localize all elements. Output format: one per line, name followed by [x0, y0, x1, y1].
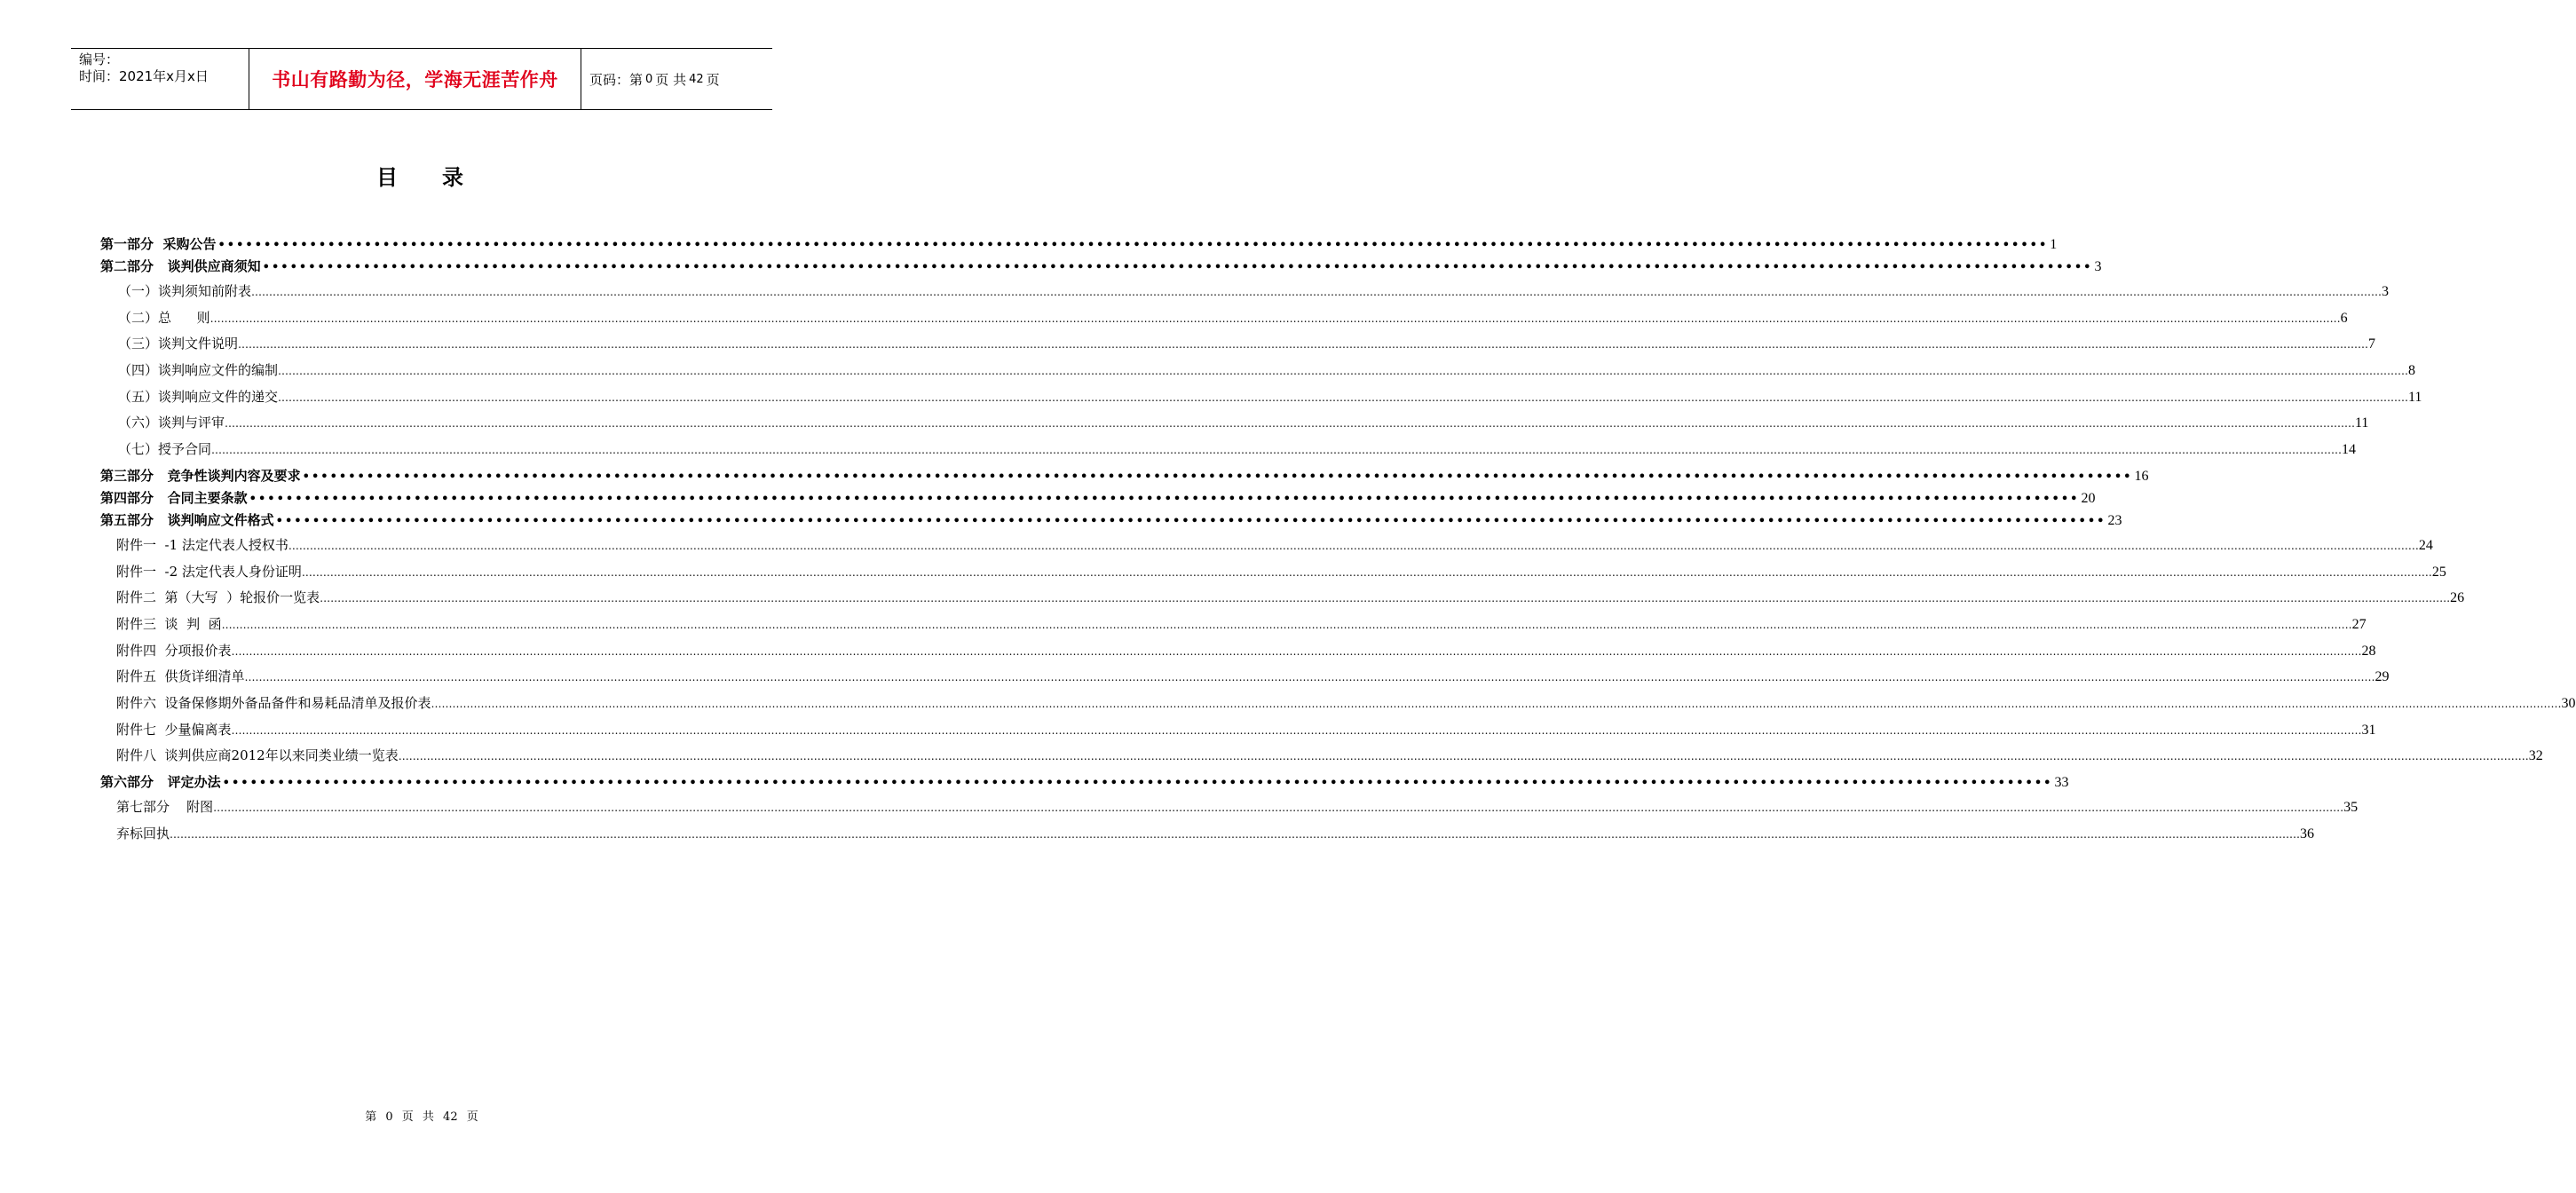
- toc-entry[interactable]: [100, 562, 2446, 589]
- header-motto: 书山有路勤为径，学海无涯苦作舟: [249, 49, 581, 109]
- toc-entry-label: 第六部分 评定办法: [100, 774, 221, 790]
- toc-entry-page: 26: [2450, 590, 2465, 606]
- toc-entry[interactable]: [100, 466, 2149, 488]
- toc-entry-page: 20: [2081, 490, 2096, 506]
- toc-leader-dots: ……………………………………………………………………………………………………………………………………………………………………………………………………………………………………………………………………………………………………………………………………………………………………………………………………………………………………………………………………………………………………………………………………………………: [213, 802, 2344, 814]
- toc-entry[interactable]: [100, 588, 2465, 614]
- document-time: 时间：2021年x月x日: [79, 68, 209, 84]
- toc-leader-dots: ……………………………………………………………………………………………………………………………………………………………………………………………………………………………………………………………………………………………………………………………………………………………………………………………………………………………………………………………………………………………………………………………………………………: [278, 391, 2409, 404]
- page-footer: 第 0 页 共 42 页: [365, 1110, 478, 1124]
- toc-leader-dots: ……………………………………………………………………………………………………………………………………………………………………………………………………………………………………………………………………………………………………………………………………………………………………………………………………………………………………………………………………………………………………………………………………………………: [278, 365, 2409, 378]
- header-meta: [71, 49, 249, 109]
- toc-entry[interactable]: [100, 535, 2433, 562]
- toc-leader-dots: ……………………………………………………………………………………………………………………………………………………………………………………………………………………………………………………………………………………………………………………………………………………………………………………………………………………………………………………………………………………………………………………………………………………: [231, 644, 2362, 658]
- toc-entry-label: 附件五 供货详细清单: [116, 668, 245, 685]
- toc-leader-dots: ……………………………………………………………………………………………………………………………………………………………………………………………………………………………………………………………………………………………………………………………………………………………………………………………………………………………………………………………………………………………………………………………………………………: [170, 827, 2301, 841]
- header-page-info: [581, 49, 772, 109]
- toc-leader-dots: ……………………………………………………………………………………………………………………………………………………………………………………………………………………………………………………………………………………………………………………………………………………………………………………………………………………………………………………………………………………………………………………………………………………: [238, 338, 2369, 352]
- page-mid: 页 共: [655, 71, 687, 88]
- toc-leader-dots: ……………………………………………………………………………………………………………………………………………………………………………………………………………………………………………………………………………………………………………………………………………………………………………………………………………………………………………………………………………………………………………………………………………………: [398, 750, 2529, 763]
- toc-entry[interactable]: [100, 641, 2376, 668]
- page-suffix: 页: [706, 71, 720, 88]
- toc-entry[interactable]: [100, 720, 2376, 747]
- toc-entry-page: 23: [2107, 512, 2122, 528]
- toc-leader-dots: ……………………………………………………………………………………………………………………………………………………………………………………………………………………………………………………………………………………………………………………………………………………………………………………………………………………………………………………………………………………………………………………………………………………: [251, 286, 2382, 298]
- toc-entry-label: 第四部分 合同主要条款: [100, 489, 248, 506]
- toc-entry-label: 附件六 设备保修期外备品备件和易耗品清单及报价表: [116, 694, 431, 711]
- toc-entry-page: 11: [2355, 415, 2369, 431]
- toc-entry-label: （七）授予合同: [118, 441, 212, 458]
- toc-entry-page: 25: [2431, 564, 2446, 580]
- toc-leader-dots: ……………………………………………………………………………………………………………………………………………………………………………………………………………………………………………………………………………………………………………………………………………………………………………………………………………………………………………………………………………………………………………………………………………………: [288, 539, 2419, 552]
- toc-entry-label: 第三部分 竞争性谈判内容及要求: [100, 467, 301, 484]
- toc-leader-dots: ••••••••••••••••••••••••••••••••••••••••••••••••••••••••••••••••••••••••••••••••••••••••••••••••••••••••••••••••••••••••••••••••••••••••••••••••••••••••••••••••••••••••••••••••••••••••••••••••••••••••: [302, 470, 2133, 484]
- toc-leader-dots: ……………………………………………………………………………………………………………………………………………………………………………………………………………………………………………………………………………………………………………………………………………………………………………………………………………………………………………………………………………………………………………………………………………………: [301, 565, 2432, 579]
- toc-leader-dots: ……………………………………………………………………………………………………………………………………………………………………………………………………………………………………………………………………………………………………………………………………………………………………………………………………………………………………………………………………………………………………………………………………………………: [431, 697, 2562, 710]
- page-current: 0: [645, 72, 653, 86]
- toc-leader-dots: ……………………………………………………………………………………………………………………………………………………………………………………………………………………………………………………………………………………………………………………………………………………………………………………………………………………………………………………………………………………………………………………………………………………: [221, 618, 2352, 631]
- toc-entry-label: 附件二 第（大写 ）轮报价一览表: [116, 589, 320, 606]
- toc-entry[interactable]: [100, 308, 2348, 335]
- toc-entry-page: 32: [2528, 748, 2543, 764]
- toc-leader-dots: ••••••••••••••••••••••••••••••••••••••••••••••••••••••••••••••••••••••••••••••••••••••••••••••••••••••••••••••••••••••••••••••••••••••••••••••••••••••••••••••••••••••••••••••••••••••••••••••••••••••••: [249, 492, 2080, 506]
- toc-entry-label: （二）总 则: [118, 309, 210, 326]
- toc-entry-label: （六）谈判与评审: [118, 415, 225, 431]
- toc-entry[interactable]: [100, 797, 2359, 824]
- toc-entry[interactable]: [100, 334, 2376, 360]
- toc-entry[interactable]: [100, 439, 2357, 466]
- toc-entry-label: 附件一 -1 法定代表人授权书: [116, 536, 288, 553]
- toc-entry-label: （五）谈判响应文件的递交: [118, 388, 279, 405]
- toc-entry-label: 第一部分 采购公告: [100, 236, 217, 252]
- toc-entry[interactable]: [100, 257, 2102, 279]
- toc-entry[interactable]: [100, 693, 2576, 720]
- toc-entry-page: 11: [2408, 389, 2422, 405]
- toc-entry-label: 第五部分 谈判响应文件格式: [100, 511, 274, 528]
- toc-entry-page: 27: [2351, 616, 2367, 632]
- toc-entry-label: （三）谈判文件说明: [118, 336, 239, 352]
- toc-entry-label: 附件四 分项报价表: [116, 642, 232, 659]
- toc-entry-page: 24: [2418, 537, 2433, 553]
- toc-entry-label: 附件一 -2 法定代表人身份证明: [116, 563, 302, 580]
- toc-leader-dots: ••••••••••••••••••••••••••••••••••••••••••••••••••••••••••••••••••••••••••••••••••••••••••••••••••••••••••••••••••••••••••••••••••••••••••••••••••••••••••••••••••••••••••••••••••••••••••••••••••••••••: [222, 777, 2053, 790]
- document-number-label: 编号：: [79, 51, 120, 67]
- toc-entry-page: 16: [2134, 468, 2149, 484]
- table-of-contents: [100, 234, 2576, 849]
- toc-entry-page: 30: [2561, 695, 2576, 711]
- toc-entry-label: 第七部分 附图: [116, 799, 214, 815]
- toc-leader-dots: ……………………………………………………………………………………………………………………………………………………………………………………………………………………………………………………………………………………………………………………………………………………………………………………………………………………………………………………………………………………………………………………………………………………: [320, 592, 2451, 605]
- toc-leader-dots: ……………………………………………………………………………………………………………………………………………………………………………………………………………………………………………………………………………………………………………………………………………………………………………………………………………………………………………………………………………………………………………………………………………………: [211, 444, 2343, 457]
- toc-entry-page: 31: [2361, 722, 2376, 738]
- toc-entry-page: 36: [2300, 826, 2315, 841]
- toc-entry-page: 28: [2361, 643, 2376, 659]
- toc-entry-page: 35: [2343, 800, 2359, 815]
- toc-entry-page: 3: [2094, 259, 2102, 274]
- page-header: [71, 48, 772, 110]
- toc-entry[interactable]: [100, 667, 2390, 693]
- toc-entry[interactable]: [100, 234, 2058, 257]
- page-prefix: 页码：第: [589, 71, 644, 88]
- toc-entry[interactable]: [100, 281, 2390, 308]
- toc-entry-label: 附件七 少量偏离表: [116, 721, 232, 738]
- toc-entry[interactable]: [100, 413, 2369, 439]
- toc-entry[interactable]: [100, 614, 2367, 641]
- page-total: 42: [689, 72, 704, 86]
- toc-entry-page: 7: [2368, 336, 2376, 352]
- toc-entry-page: 29: [2375, 669, 2390, 685]
- toc-entry[interactable]: [100, 746, 2543, 772]
- toc-entry-label: 附件八 谈判供应商2012年以来同类业绩一览表: [116, 747, 399, 764]
- toc-entry-page: 14: [2342, 442, 2357, 458]
- toc-entry[interactable]: [100, 772, 2069, 794]
- toc-leader-dots: ••••••••••••••••••••••••••••••••••••••••••••••••••••••••••••••••••••••••••••••••••••••••••••••••••••••••••••••••••••••••••••••••••••••••••••••••••••••••••••••••••••••••••••••••••••••••••••••••••••••••: [275, 514, 2106, 528]
- toc-leader-dots: ••••••••••••••••••••••••••••••••••••••••••••••••••••••••••••••••••••••••••••••••••••••••••••••••••••••••••••••••••••••••••••••••••••••••••••••••••••••••••••••••••••••••••••••••••••••••••••••••••••••••: [262, 261, 2093, 274]
- toc-entry[interactable]: [100, 488, 2096, 510]
- toc-entry[interactable]: [100, 824, 2315, 850]
- toc-entry-label: （四）谈判响应文件的编制: [118, 362, 279, 379]
- toc-leader-dots: ……………………………………………………………………………………………………………………………………………………………………………………………………………………………………………………………………………………………………………………………………………………………………………………………………………………………………………………………………………………………………………………………………………………: [244, 671, 2375, 684]
- toc-leader-dots: ……………………………………………………………………………………………………………………………………………………………………………………………………………………………………………………………………………………………………………………………………………………………………………………………………………………………………………………………………………………………………………………………………………………: [231, 723, 2362, 737]
- toc-leader-dots: ……………………………………………………………………………………………………………………………………………………………………………………………………………………………………………………………………………………………………………………………………………………………………………………………………………………………………………………………………………………………………………………………………………………: [225, 417, 2356, 431]
- toc-leader-dots: ……………………………………………………………………………………………………………………………………………………………………………………………………………………………………………………………………………………………………………………………………………………………………………………………………………………………………………………………………………………………………………………………………………………: [209, 312, 2341, 325]
- toc-entry[interactable]: [100, 360, 2416, 387]
- toc-entry-page: 6: [2340, 310, 2348, 326]
- toc-entry-page: 3: [2382, 284, 2390, 299]
- toc-entry-label: 弃标回执: [116, 825, 170, 841]
- toc-leader-dots: ••••••••••••••••••••••••••••••••••••••••••••••••••••••••••••••••••••••••••••••••••••••••••••••••••••••••••••••••••••••••••••••••••••••••••••••••••••••••••••••••••••••••••••••••••••••••••••••••••••••••: [217, 239, 2049, 252]
- toc-entry[interactable]: [100, 510, 2122, 533]
- toc-entry-label: 附件三 谈 判 函: [116, 615, 222, 632]
- toc-entry-label: （一）谈判须知前附表: [118, 283, 252, 299]
- page-title: 目录: [376, 165, 508, 190]
- toc-entry[interactable]: [100, 387, 2422, 414]
- toc-entry-label: 第二部分 谈判供应商须知: [100, 258, 261, 274]
- toc-entry-page: 33: [2054, 775, 2069, 790]
- toc-entry-page: 8: [2408, 363, 2416, 379]
- toc-entry-page: 1: [2050, 237, 2058, 252]
